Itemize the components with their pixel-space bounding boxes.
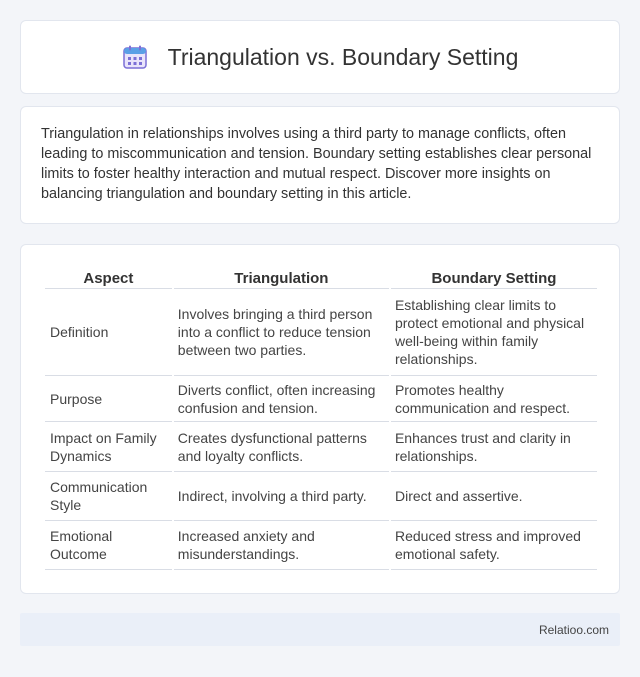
column-header-aspect: Aspect [45, 265, 172, 289]
cell-aspect: Purpose [45, 376, 172, 422]
table-header-row [45, 265, 597, 289]
cell-boundary-setting: Direct and assertive. [391, 472, 597, 521]
table-row [45, 521, 597, 570]
cell-triangulation: Indirect, involving a third party. [174, 472, 389, 521]
calendar-icon [122, 44, 148, 70]
cell-boundary-setting: Enhances trust and clarity in relationships. [391, 422, 597, 472]
table-row [45, 376, 597, 422]
cell-aspect: Impact on Family Dynamics [45, 422, 172, 472]
footer-site-name[interactable]: Relatioo.com [538, 622, 609, 637]
table-row [45, 472, 597, 521]
column-header-boundary-setting: Boundary Setting [391, 265, 597, 289]
table-row [45, 289, 597, 376]
cell-triangulation: Involves bringing a third person into a conflict to reduce tension between two parties. [174, 289, 389, 376]
header-card [20, 20, 620, 94]
cell-boundary-setting: Promotes healthy communication and respect. [391, 376, 597, 422]
cell-aspect: Communication Style [45, 472, 172, 521]
cell-triangulation: Creates dysfunctional patterns and loyalty conflicts. [174, 422, 389, 472]
comparison-table-card [20, 244, 620, 594]
cell-aspect: Definition [45, 289, 172, 376]
intro-card [20, 106, 620, 224]
page-title: Triangulation vs. Boundary Setting [167, 43, 519, 70]
table-row [45, 422, 597, 472]
cell-aspect: Emotional Outcome [45, 521, 172, 570]
column-header-triangulation: Triangulation [174, 265, 389, 289]
footer [20, 613, 620, 646]
cell-boundary-setting: Reduced stress and improved emotional safety. [391, 521, 597, 570]
intro-paragraph: Triangulation in relationships involves using a third party to manage conflicts, often leading to miscommunication and tension. Boundary setting establishes clear personal limits to foster healthy interaction and mutual respect. Discover more insights on balancing triangulation and boundary setting in this article. [41, 126, 592, 202]
cell-triangulation: Diverts conflict, often increasing confusion and tension. [174, 376, 389, 422]
comparison-table [43, 265, 599, 570]
cell-triangulation: Increased anxiety and misunderstandings. [174, 521, 389, 570]
cell-boundary-setting: Establishing clear limits to protect emotional and physical well-being within family relationships. [391, 289, 597, 376]
